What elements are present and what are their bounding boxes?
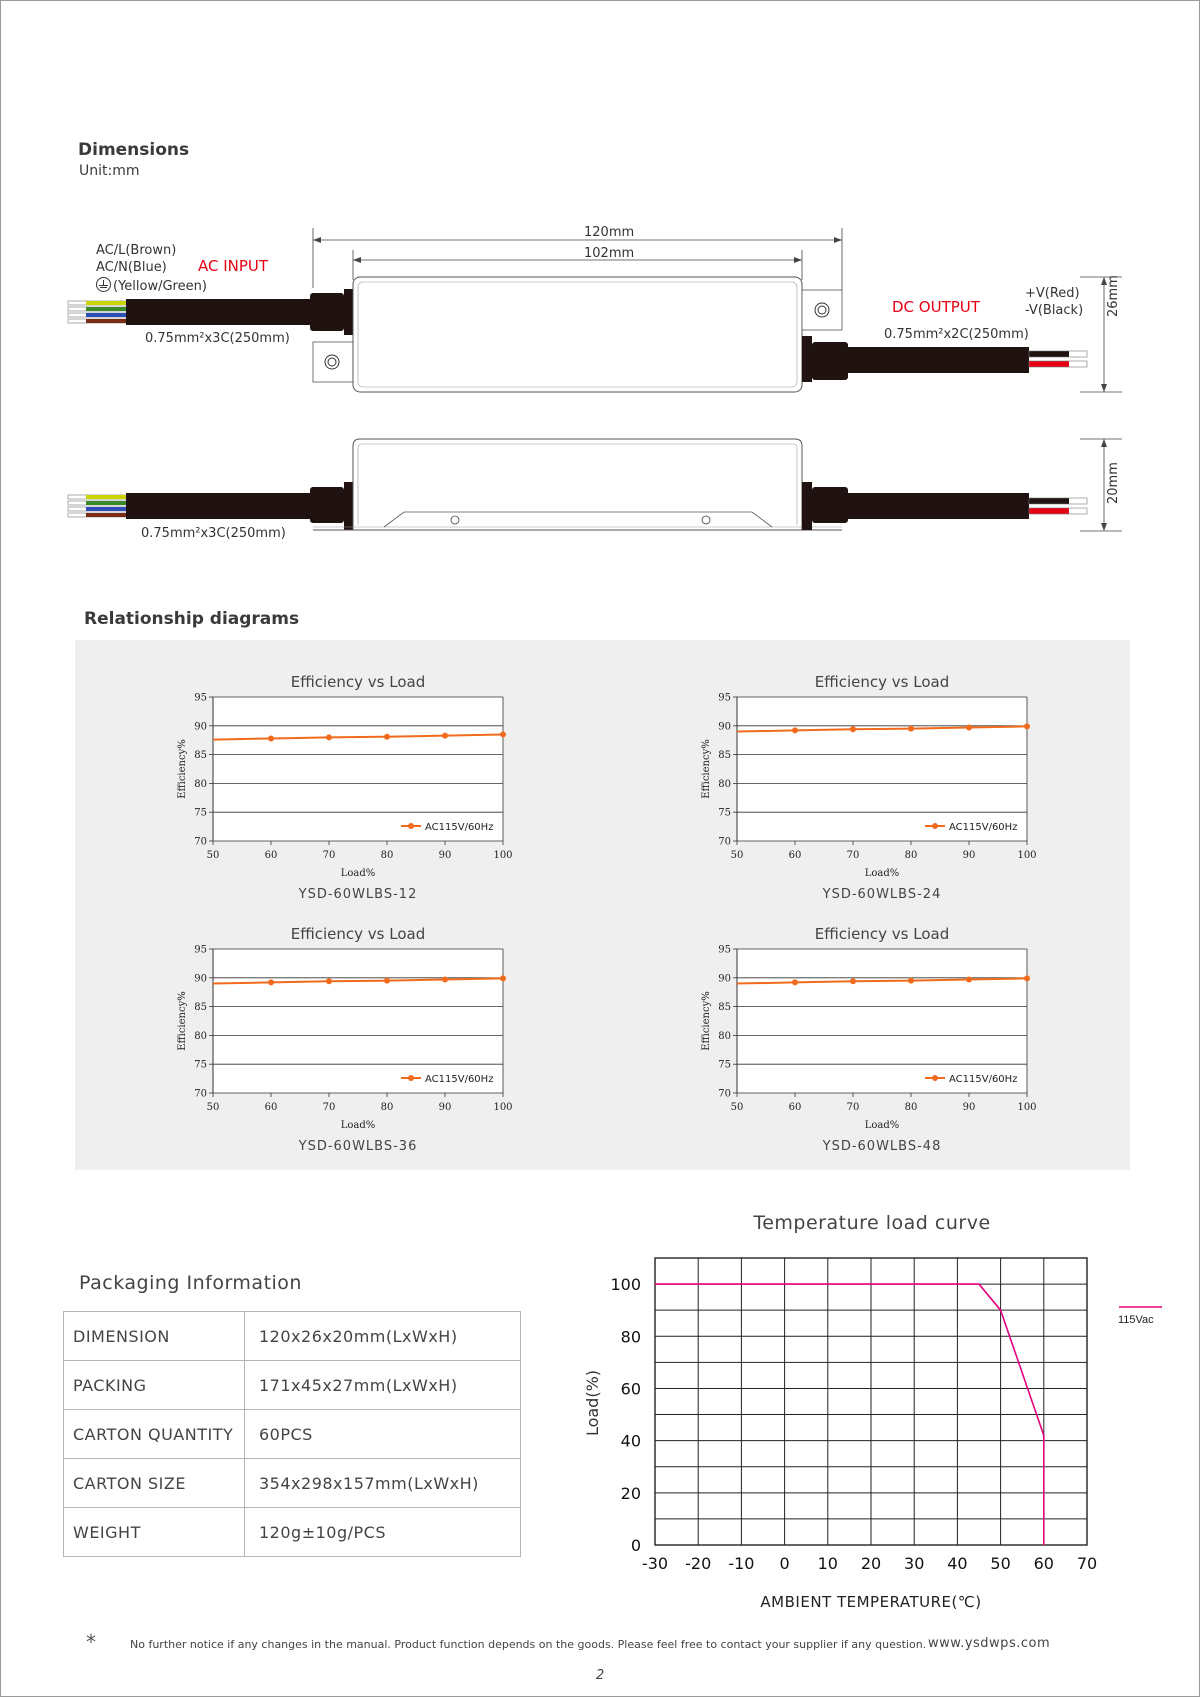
data-point: [268, 979, 274, 985]
y-tick-label: 85: [194, 750, 207, 762]
row-key: CARTON SIZE: [64, 1459, 245, 1508]
x-tick-label: 60: [788, 1102, 802, 1113]
y-tick-label: 90: [194, 721, 207, 733]
ground-icon: [96, 277, 111, 292]
y-tick-label: 95: [718, 692, 731, 704]
x-tick-label: 100: [1017, 1102, 1037, 1113]
row-value: 60PCS: [245, 1410, 521, 1459]
y-tick-label: 75: [194, 1059, 207, 1071]
y-tick-label: 100: [610, 1275, 641, 1295]
x-axis-label: Load%: [340, 868, 376, 879]
x-tick-label: 70: [322, 1102, 336, 1113]
y-tick-label: 90: [718, 721, 731, 733]
y-tick-label: 90: [194, 973, 207, 985]
plot-area: [737, 949, 1027, 1093]
x-tick-label: 70: [1076, 1554, 1098, 1573]
x-tick-label: 100: [1017, 850, 1037, 861]
x-tick-label: 70: [846, 850, 860, 861]
y-tick-label: 80: [718, 778, 731, 790]
table-row: [64, 1459, 521, 1508]
x-tick-label: 50: [206, 1102, 220, 1113]
row-value: 171x45x27mm(LxWxH): [245, 1361, 521, 1410]
efficiency-charts: [0, 640, 1200, 1170]
x-tick-label: -20: [685, 1554, 712, 1573]
data-point: [326, 978, 332, 984]
packaging-table: [63, 1311, 521, 1557]
ac-input-label: AC INPUT: [198, 257, 269, 275]
plot-area: [737, 697, 1027, 841]
row-key: WEIGHT: [64, 1508, 245, 1557]
data-point: [500, 731, 506, 737]
dc-wire-red-label: +V(Red): [1025, 286, 1080, 301]
y-tick-label: 40: [620, 1431, 641, 1451]
x-tick-label: 50: [730, 1102, 744, 1113]
x-tick-label: 100: [493, 850, 513, 861]
x-tick-label: 60: [788, 850, 802, 861]
y-tick-label: 95: [194, 692, 207, 704]
ac-cable-spec: 0.75mm²x3C(250mm): [145, 331, 290, 346]
y-axis-label: Load(%): [583, 1369, 602, 1437]
legend-label: AC115V/60Hz: [949, 822, 1018, 833]
x-axis-label: Load%: [864, 1120, 900, 1131]
data-point: [268, 735, 274, 741]
x-tick-label: 100: [493, 1102, 513, 1113]
height-dim-20: 20mm: [1106, 462, 1121, 504]
x-tick-label: 70: [846, 1102, 860, 1113]
asterisk-mark: *: [86, 1630, 96, 1654]
y-tick-label: 75: [718, 1059, 731, 1071]
row-value: 354x298x157mm(LxWxH): [245, 1459, 521, 1508]
data-point: [850, 726, 856, 732]
y-tick-label: 80: [194, 778, 207, 790]
x-tick-label: 80: [904, 850, 918, 861]
row-key: CARTON QUANTITY: [64, 1410, 245, 1459]
data-point: [792, 727, 798, 733]
data-point: [850, 978, 856, 984]
x-tick-label: 80: [380, 850, 394, 861]
table-row: [64, 1410, 521, 1459]
data-point: [500, 975, 506, 981]
side-view-drawing: [0, 430, 1200, 540]
x-tick-label: 50: [206, 850, 220, 861]
dimensions-title: Dimensions: [78, 140, 190, 160]
x-tick-label: 60: [264, 850, 278, 861]
legend-label: AC115V/60Hz: [949, 1074, 1018, 1085]
height-dim-26: 26mm: [1106, 275, 1121, 317]
x-tick-label: 10: [817, 1554, 838, 1573]
data-point: [966, 725, 972, 731]
y-tick-label: 95: [718, 944, 731, 956]
data-point: [442, 977, 448, 983]
x-tick-label: 60: [1033, 1554, 1054, 1573]
y-tick-label: 80: [620, 1327, 641, 1347]
y-tick-label: 75: [194, 807, 207, 819]
y-tick-label: 85: [194, 1002, 207, 1014]
x-axis-label: Load%: [340, 1120, 376, 1131]
y-axis-label: Efficiency%: [701, 739, 712, 799]
y-tick-label: 95: [194, 944, 207, 956]
legend-marker: [408, 823, 414, 829]
x-tick-label: 50: [730, 850, 744, 861]
x-tick-label: -10: [728, 1554, 755, 1573]
chart-caption: YSD-60WLBS-12: [298, 887, 418, 902]
data-point: [442, 733, 448, 739]
chart-title: Efficiency vs Load: [814, 925, 950, 943]
x-tick-label: 20: [860, 1554, 882, 1573]
ac-wire-blue-label: AC/N(Blue): [96, 260, 167, 275]
data-point: [384, 734, 390, 740]
chart-title: Efficiency vs Load: [290, 925, 426, 943]
x-tick-label: -30: [641, 1554, 669, 1573]
row-value: 120g±10g/PCS: [245, 1508, 521, 1557]
data-point: [1024, 975, 1030, 981]
chart-caption: YSD-60WLBS-48: [822, 1139, 942, 1154]
legend-marker: [932, 823, 938, 829]
temperature-load-chart: [560, 1200, 1200, 1620]
row-value: 120x26x20mm(LxWxH): [245, 1312, 521, 1361]
x-tick-label: 40: [947, 1554, 968, 1573]
x-tick-label: 90: [962, 1102, 976, 1113]
data-point: [792, 979, 798, 985]
x-tick-label: 70: [322, 850, 336, 861]
x-tick-label: 30: [904, 1554, 925, 1573]
unit-label: Unit:mm: [79, 163, 140, 179]
y-tick-label: 70: [194, 836, 207, 848]
x-tick-label: 0: [779, 1554, 790, 1573]
dc-output-label: DC OUTPUT: [892, 298, 980, 316]
chart-caption: YSD-60WLBS-36: [298, 1139, 418, 1154]
table-row: [64, 1312, 521, 1361]
legend-label: AC115V/60Hz: [425, 1074, 494, 1085]
chart-title: Temperature load curve: [753, 1212, 991, 1234]
table-row: [64, 1361, 521, 1410]
y-tick-label: 85: [718, 750, 731, 762]
x-tick-label: 80: [380, 1102, 394, 1113]
row-key: DIMENSION: [64, 1312, 245, 1361]
footer-notice: No further notice if any changes in the manual. Product function depends on the goods. Please feel free to contact your supplier if any question.: [130, 1638, 927, 1651]
y-tick-label: 70: [194, 1088, 207, 1100]
legend-marker: [932, 1075, 938, 1081]
data-point: [966, 977, 972, 983]
x-axis-label: Load%: [864, 868, 900, 879]
y-tick-label: 85: [718, 1002, 731, 1014]
ground-wire-text: (Yellow/Green): [113, 279, 207, 294]
y-tick-label: 70: [718, 1088, 731, 1100]
plot-area: [213, 949, 503, 1093]
y-tick-label: 70: [718, 836, 731, 848]
y-tick-label: 90: [718, 973, 731, 985]
dc-wire-black-label: -V(Black): [1025, 303, 1084, 318]
ac-wire-brown-label: AC/L(Brown): [96, 243, 177, 258]
page-number: 2: [596, 1668, 605, 1683]
y-tick-label: 80: [718, 1030, 731, 1042]
side-ac-cable-spec: 0.75mm²x3C(250mm): [141, 526, 286, 541]
x-tick-label: 90: [438, 850, 452, 861]
chart-title: Efficiency vs Load: [814, 673, 950, 691]
dc-cable-spec: 0.75mm²x2C(250mm): [884, 327, 1029, 342]
legend-label: 115Vac: [1118, 1314, 1154, 1326]
length-outer-dim: 120mm: [584, 225, 635, 240]
data-point: [1024, 723, 1030, 729]
data-point: [908, 726, 914, 732]
legend-marker: [408, 1075, 414, 1081]
data-point: [908, 978, 914, 984]
ground-wire-label: [96, 277, 207, 294]
data-point: [384, 978, 390, 984]
chart-title: Efficiency vs Load: [290, 673, 426, 691]
x-tick-label: 80: [904, 1102, 918, 1113]
y-tick-label: 20: [620, 1483, 641, 1503]
row-key: PACKING: [64, 1361, 245, 1410]
y-tick-label: 80: [194, 1030, 207, 1042]
plot-area: [213, 697, 503, 841]
chart-caption: YSD-60WLBS-24: [822, 887, 942, 902]
y-tick-label: 0: [630, 1536, 641, 1555]
y-axis-label: Efficiency%: [177, 991, 188, 1051]
y-tick-label: 75: [718, 807, 731, 819]
y-axis-label: Efficiency%: [177, 739, 188, 799]
table-row: [64, 1508, 521, 1557]
x-tick-label: 90: [962, 850, 976, 861]
y-tick-label: 60: [620, 1379, 641, 1399]
packaging-title: Packaging Information: [79, 1272, 302, 1294]
relationship-title: Relationship diagrams: [84, 609, 300, 629]
x-tick-label: 90: [438, 1102, 452, 1113]
x-tick-label: 50: [990, 1554, 1011, 1573]
legend-label: AC115V/60Hz: [425, 822, 494, 833]
y-axis-label: Efficiency%: [701, 991, 712, 1051]
x-tick-label: 60: [264, 1102, 278, 1113]
website-link[interactable]: www.ysdwps.com: [928, 1636, 1051, 1651]
length-inner-dim: 102mm: [584, 246, 635, 261]
x-axis-label: AMBIENT TEMPERATURE(℃): [760, 1593, 982, 1611]
data-point: [326, 734, 332, 740]
